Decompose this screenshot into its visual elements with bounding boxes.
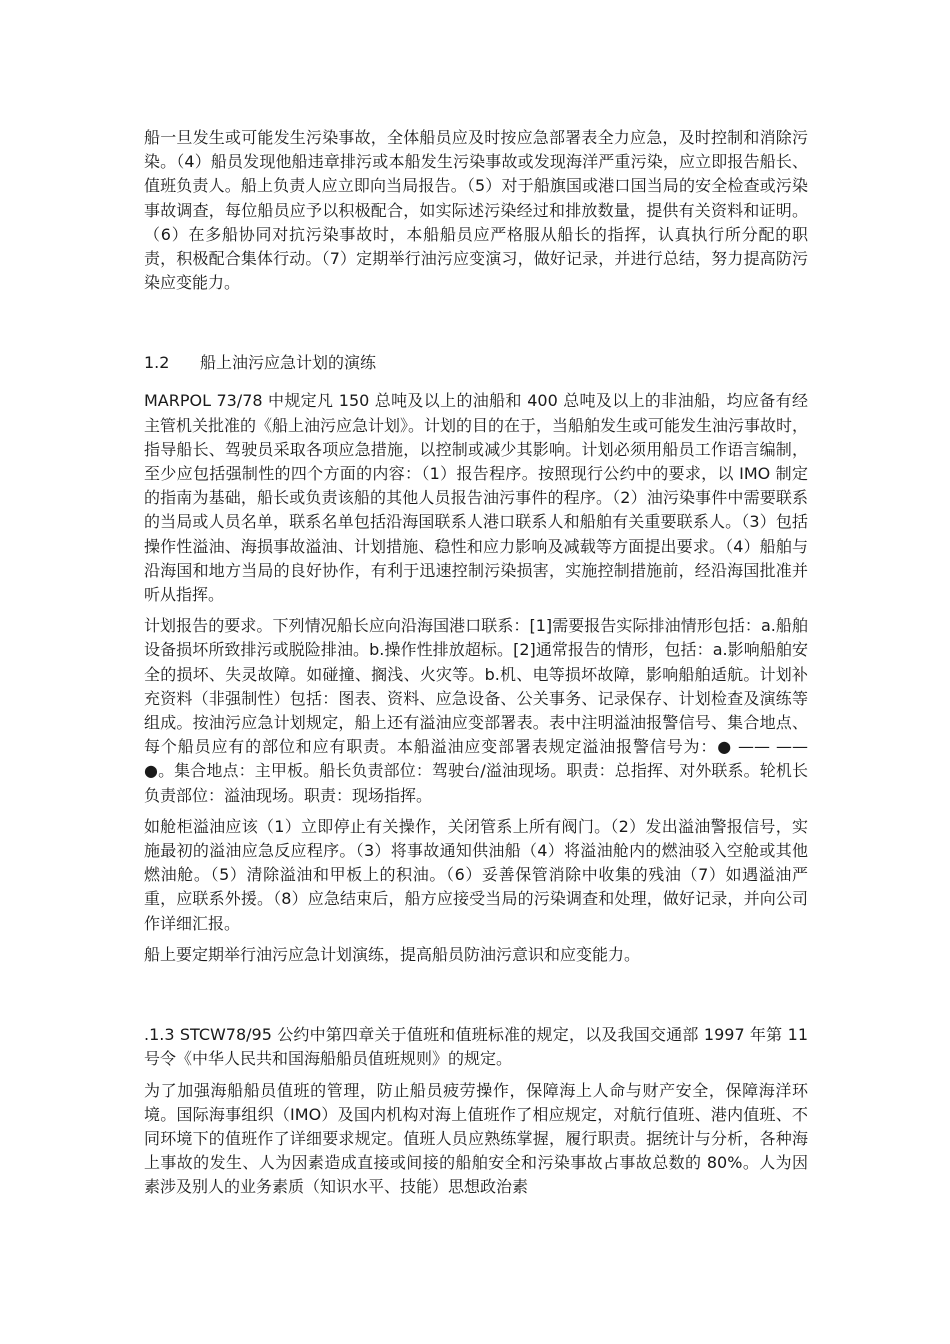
paragraph-drill-summary: 船上要定期举行油污应急计划演练，提高船员防油污意识和应变能力。 [144,944,641,964]
paragraph-watchkeeping: 为了加强海船船员值班的管理，防止船员疲劳操作，保障海上人命与财产安全，保障海洋环境。国际海事组织（IMO）及国内机构对海上值班作了相应规定，对航行值班、港内值班、不同环境下的值班作了详细要求规定。值班人员应熟练掌握，履行职责。据统计与分析，各种海上事故的发生、人为因素造成直接或间接的船舶安全和污染事故占事故总数的 80%。人为因素涉及别人的业务素质（知识水平、技能）思想政治素 [144,1080,808,1197]
paragraph-report-requirements: 计划报告的要求。下列情况船长应向沿海国港口联系：[1]需要报告实际排油情形包括：a.船舶设备损坏所致排污或脱险排油。b.操作性排放超标。[2]通常报告的情形，包括：a.影响船舶安全的损坏、失灵故障。如碰撞、搁浅、火灾等。b.机、电等损坏故障，影响船舶适航。计划补充资料（非强制性）包括：图表、资料、应急设备、公关事务、记录保存、计划检查及演练等组成。按油污应急计划规定，船上还有溢油应变部署表。表中注明溢油报警信号、集合地点、每个船员应有的部位和应有职责。本船溢油应变部署表规定溢油报警信号为：● —— —— ●。集合地点：主甲板。船长负责部位：驾驶台/溢油现场。职责：总指挥、对外联系。轮机长负责部位：溢油现场。职责：现场指挥。 [144,616,808,805]
paragraph-pollution-response: 船一旦发生或可能发生污染事故，全体船员应及时按应急部署表全力应急，及时控制和消除污染。（4）船员发现他船违章排污或本船发生污染事故或发现海洋严重污染，应立即报告船长、值班负责人。船上负责人应立即向当局报告。（5）对于船旗国或港口国当局的安全检查或污染事故调查，每位船员应予以积极配合，如实际述污染经过和排放数量，提供有关资料和证明。（6）在多船协同对抗污染事故时，本船船员应严格服从船长的指挥，认真执行所分配的职责，积极配合集体行动。（7）定期举行油污应变演习，做好记录，并进行总结，努力提高防污染应变能力。 [144,128,808,293]
paragraph-tank-overflow: 如舱柜溢油应该（1）立即停止有关操作，关闭管系上所有阀门。（2）发出溢油警报信号，实施最初的溢油应急反应程序。（3）将事故通知供油船（4）将溢油舱内的燃油驳入空舱或其他燃油舱。（5）清除溢油和甲板上的积油。（6）妥善保管消除中收集的残油（7）如遇溢油严重，应联系外援。（8）应急结束后，船方应接受当局的污染调查和处理，做好记录，并向公司作详细汇报。 [144,816,808,933]
section-heading-1-2 [144,351,808,375]
section-number: 1.2 [144,353,170,373]
section-title: 船上油污应急计划的演练 [200,353,377,373]
document-page [144,126,808,1200]
section-heading-1-3: .1.3 STCW78/95 公约中第四章关于值班和值班标准的规定，以及我国交通部 1997 年第 11 号令《中华人民共和国海船船员值班规则》的规定。 [144,1025,808,1069]
paragraph-marpol-plan: MARPOL 73/78 中规定凡 150 总吨及以上的油船和 400 总吨及以上的非油船，均应备有经主管机关批准的《船上油污应急计划》。计划的目的在于，当船舶发生或可能发生油污事故时，指导船长、驾驶员采取各项应急措施，以控制或减少其影响。计划必须用船员工作语言编制，至少应包括强制性的四个方面的内容：（1）报告程序。按照现行公约中的要求，以 IMO 制定的指南为基础，船长或负责该船的其他人员报告油污事件的程序。（2）油污染事件中需要联系的当局或人员名单，联系名单包括沿海国联系人港口联系人和船舶有关重要联系人。（3）包括操作性溢油、海损事故溢油、计划措施、稳性和应力影响及减载等方面提出要求。（4）船舶与沿海国和地方当局的良好协作，有利于迅速控制污染损害，实施控制措施前，经沿海国批准并听从指挥。 [144,391,809,605]
